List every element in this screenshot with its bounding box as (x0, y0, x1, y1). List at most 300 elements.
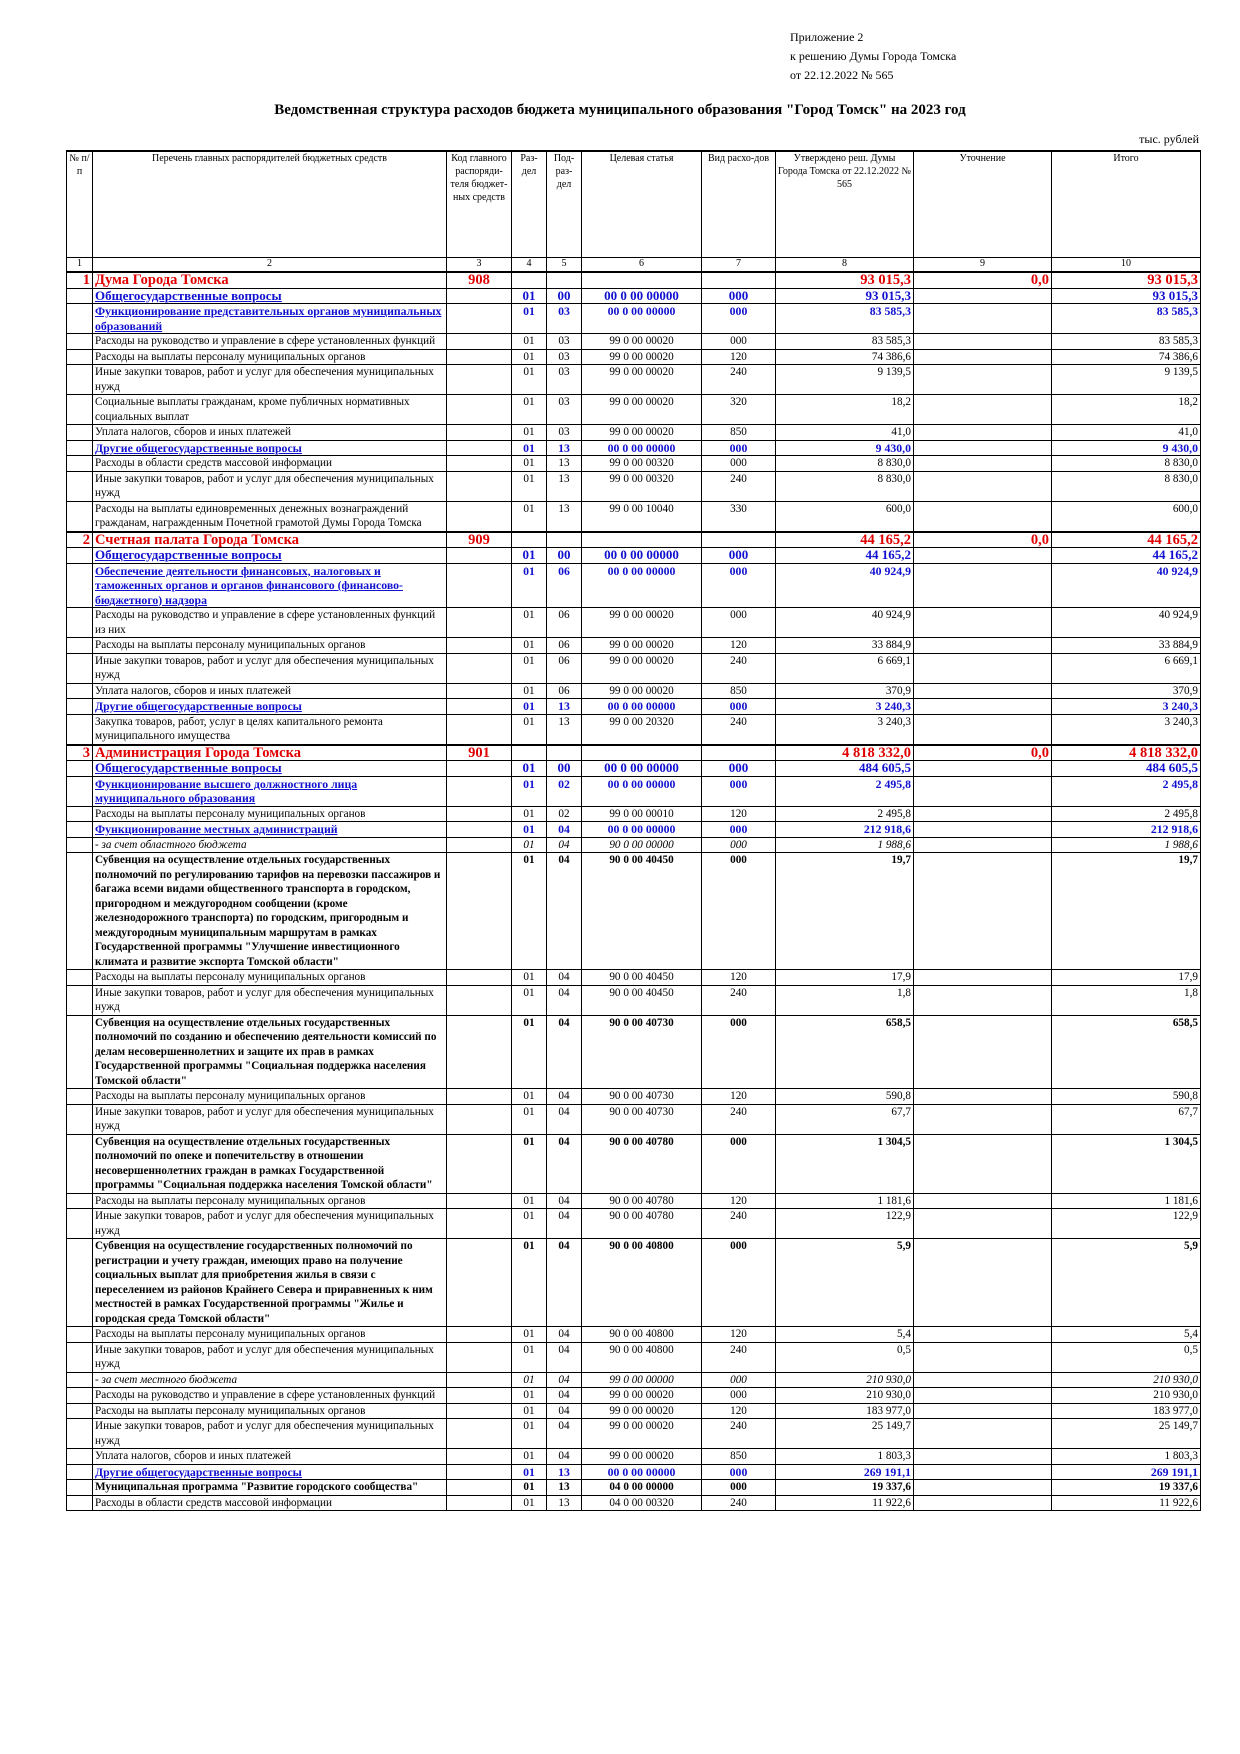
approved-amount-cell: 5,9 (776, 1239, 914, 1327)
admin-code-cell (447, 1388, 512, 1404)
target-article-cell: 90 0 00 40800 (582, 1342, 702, 1372)
approved-amount-cell: 1 304,5 (776, 1134, 914, 1193)
item-name-cell: Расходы на выплаты единовременных денежных вознаграждений гражданам, награжденным Почетной грамотой Думы Города Томска (93, 501, 447, 532)
item-name-cell: Дума Города Томска (93, 272, 447, 288)
section-cell: 01 (512, 1104, 547, 1134)
table-row (67, 1342, 1201, 1372)
expense-type-cell: 000 (702, 288, 776, 304)
admin-code-cell (447, 563, 512, 608)
total-amount-cell: 210 930,0 (1052, 1388, 1201, 1404)
row-number-cell (67, 288, 93, 304)
target-article-cell: 99 0 00 20320 (582, 714, 702, 745)
row-number-cell (67, 334, 93, 350)
subsection-cell: 03 (547, 365, 582, 395)
section-cell: 01 (512, 395, 547, 425)
total-amount-cell: 210 930,0 (1052, 1372, 1201, 1388)
appendix-line-3: от 22.12.2022 № 565 (790, 68, 894, 82)
table-row (67, 761, 1201, 777)
section-cell: 01 (512, 563, 547, 608)
table-row (67, 471, 1201, 501)
item-name-cell: Иные закупки товаров, работ и услуг для обеспечения муниципальных нужд (93, 653, 447, 683)
target-article-cell: 00 0 00 00000 (582, 440, 702, 456)
expense-type-cell: 000 (702, 837, 776, 853)
total-amount-cell: 9 139,5 (1052, 365, 1201, 395)
header-row (67, 151, 1201, 258)
total-amount-cell: 3 240,3 (1052, 699, 1201, 715)
target-article-cell: 99 0 00 00020 (582, 683, 702, 699)
approved-amount-cell: 11 922,6 (776, 1495, 914, 1511)
item-name-cell: Иные закупки товаров, работ и услуг для обеспечения муниципальных нужд (93, 471, 447, 501)
subsection-cell: 04 (547, 853, 582, 970)
item-name-cell: Расходы в области средств массовой информации (93, 456, 447, 472)
total-amount-cell: 33 884,9 (1052, 638, 1201, 654)
item-name-cell: Иные закупки товаров, работ и услуг для обеспечения муниципальных нужд (93, 1342, 447, 1372)
admin-code-cell (447, 1134, 512, 1193)
adjustment-cell (914, 776, 1052, 806)
approved-amount-cell: 40 924,9 (776, 608, 914, 638)
approved-amount-cell: 3 240,3 (776, 714, 914, 745)
adjustment-cell (914, 1449, 1052, 1465)
section-cell: 01 (512, 471, 547, 501)
admin-code-cell: 901 (447, 745, 512, 761)
row-number-cell (67, 1342, 93, 1372)
section-cell: 01 (512, 425, 547, 441)
admin-code-cell (447, 761, 512, 777)
item-name-cell: - за счет местного бюджета (93, 1372, 447, 1388)
item-name-cell: Обеспечение деятельности финансовых, налоговых и таможенных органов и органов финансового (финансово-бюджетного) надзора (93, 563, 447, 608)
expense-type-cell: 120 (702, 1193, 776, 1209)
expense-type-cell: 240 (702, 1342, 776, 1372)
total-amount-cell: 11 922,6 (1052, 1495, 1201, 1511)
expense-type-cell: 000 (702, 440, 776, 456)
row-number-cell (67, 699, 93, 715)
admin-code-cell: 908 (447, 272, 512, 288)
admin-code-cell (447, 714, 512, 745)
item-name-cell: Расходы на выплаты персоналу муниципальных органов (93, 1403, 447, 1419)
section-cell: 01 (512, 1209, 547, 1239)
target-article-cell: 99 0 00 00020 (582, 638, 702, 654)
admin-code-cell (447, 1327, 512, 1343)
approved-amount-cell: 41,0 (776, 425, 914, 441)
target-article-cell: 00 0 00 00000 (582, 776, 702, 806)
table-row (67, 1015, 1201, 1089)
item-name-cell: Уплата налогов, сборов и иных платежей (93, 683, 447, 699)
approved-amount-cell: 44 165,2 (776, 548, 914, 564)
table-row (67, 1464, 1201, 1480)
subsection-cell: 04 (547, 1372, 582, 1388)
table-row (67, 334, 1201, 350)
table-row (67, 365, 1201, 395)
target-article-cell: 90 0 00 40780 (582, 1193, 702, 1209)
admin-code-cell (447, 608, 512, 638)
subsection-cell: 04 (547, 1403, 582, 1419)
item-name-cell: Общегосударственные вопросы (93, 288, 447, 304)
target-article-cell: 00 0 00 00000 (582, 563, 702, 608)
table-row (67, 288, 1201, 304)
item-name-cell: Счетная палата Города Томска (93, 532, 447, 548)
admin-code-cell (447, 970, 512, 986)
expense-type-cell (702, 745, 776, 761)
table-row (67, 1239, 1201, 1327)
adjustment-cell (914, 1239, 1052, 1327)
section-cell: 01 (512, 837, 547, 853)
column-number: 3 (447, 258, 512, 273)
approved-amount-cell: 83 585,3 (776, 334, 914, 350)
table-row (67, 1209, 1201, 1239)
admin-code-cell (447, 1449, 512, 1465)
total-amount-cell: 600,0 (1052, 501, 1201, 532)
document-title: Ведомственная структура расходов бюджета муниципального образования "Город Томск" на 2023 год (274, 102, 966, 118)
row-number-cell (67, 440, 93, 456)
approved-amount-cell: 1 988,6 (776, 837, 914, 853)
subsection-cell: 02 (547, 806, 582, 822)
target-article-cell: 99 0 00 00020 (582, 1388, 702, 1404)
subsection-cell: 04 (547, 837, 582, 853)
admin-code-cell (447, 1403, 512, 1419)
section-cell: 01 (512, 853, 547, 970)
total-amount-cell: 1 304,5 (1052, 1134, 1201, 1193)
table-row (67, 822, 1201, 838)
total-amount-cell: 40 924,9 (1052, 563, 1201, 608)
column-number: 7 (702, 258, 776, 273)
section-cell: 01 (512, 288, 547, 304)
admin-code-cell (447, 1089, 512, 1105)
adjustment-cell (914, 1372, 1052, 1388)
total-amount-cell: 93 015,3 (1052, 272, 1201, 288)
adjustment-cell (914, 608, 1052, 638)
section-cell: 01 (512, 608, 547, 638)
table-row (67, 714, 1201, 745)
section-cell: 01 (512, 714, 547, 745)
section-cell: 01 (512, 1480, 547, 1496)
target-article-cell: 99 0 00 00020 (582, 395, 702, 425)
section-cell: 01 (512, 970, 547, 986)
expense-type-cell: 850 (702, 683, 776, 699)
approved-amount-cell: 25 149,7 (776, 1419, 914, 1449)
admin-code-cell (447, 288, 512, 304)
row-number-cell (67, 608, 93, 638)
target-article-cell: 90 0 00 40730 (582, 1015, 702, 1089)
column-number: 6 (582, 258, 702, 273)
target-article-cell: 90 0 00 40780 (582, 1134, 702, 1193)
subsection-cell: 04 (547, 1342, 582, 1372)
approved-amount-cell: 74 386,6 (776, 349, 914, 365)
approved-amount-cell: 8 830,0 (776, 471, 914, 501)
section-cell: 01 (512, 1327, 547, 1343)
expense-type-cell: 000 (702, 1480, 776, 1496)
admin-code-cell (447, 985, 512, 1015)
section-cell: 01 (512, 334, 547, 350)
admin-code-cell (447, 776, 512, 806)
table-row (67, 699, 1201, 715)
adjustment-cell (914, 1104, 1052, 1134)
approved-amount-cell: 17,9 (776, 970, 914, 986)
admin-code-cell (447, 638, 512, 654)
target-article-cell: 90 0 00 40800 (582, 1239, 702, 1327)
total-amount-cell: 0,5 (1052, 1342, 1201, 1372)
appendix-line-1: Приложение 2 (790, 30, 864, 44)
expense-type-cell: 240 (702, 1104, 776, 1134)
header-cell: Уточнение (914, 151, 1052, 258)
item-name-cell: Иные закупки товаров, работ и услуг для обеспечения муниципальных нужд (93, 1419, 447, 1449)
subsection-cell: 13 (547, 1464, 582, 1480)
subsection-cell: 00 (547, 288, 582, 304)
admin-code-cell (447, 1239, 512, 1327)
approved-amount-cell: 67,7 (776, 1104, 914, 1134)
subsection-cell: 04 (547, 1089, 582, 1105)
approved-amount-cell: 1 181,6 (776, 1193, 914, 1209)
header-cell: № п/п (67, 151, 93, 258)
approved-amount-cell: 83 585,3 (776, 304, 914, 334)
target-article-cell: 99 0 00 00020 (582, 608, 702, 638)
target-article-cell: 99 0 00 00020 (582, 334, 702, 350)
section-cell: 01 (512, 440, 547, 456)
adjustment-cell (914, 822, 1052, 838)
table-row (67, 1104, 1201, 1134)
expense-type-cell: 240 (702, 1209, 776, 1239)
target-article-cell: 99 0 00 00000 (582, 1372, 702, 1388)
approved-amount-cell: 44 165,2 (776, 532, 914, 548)
total-amount-cell: 93 015,3 (1052, 288, 1201, 304)
subsection-cell (547, 532, 582, 548)
approved-amount-cell: 600,0 (776, 501, 914, 532)
subsection-cell: 00 (547, 761, 582, 777)
adjustment-cell (914, 440, 1052, 456)
expense-type-cell: 240 (702, 471, 776, 501)
section-cell: 01 (512, 985, 547, 1015)
target-article-cell: 99 0 00 00020 (582, 653, 702, 683)
subsection-cell: 04 (547, 1388, 582, 1404)
approved-amount-cell: 2 495,8 (776, 776, 914, 806)
section-cell: 01 (512, 699, 547, 715)
row-number-cell (67, 1388, 93, 1404)
row-number-cell (67, 985, 93, 1015)
approved-amount-cell: 4 818 332,0 (776, 745, 914, 761)
admin-code-cell (447, 1104, 512, 1134)
table-row (67, 683, 1201, 699)
table-row (67, 1449, 1201, 1465)
target-article-cell: 90 0 00 40800 (582, 1327, 702, 1343)
table-row (67, 1480, 1201, 1496)
expense-type-cell (702, 272, 776, 288)
item-name-cell: Субвенция на осуществление государственных полномочий по регистрации и учету граждан, имеющих право на получение социальных выплат для приобретения жилья в связи с переселением из районов Крайнего Севера и приравненных к ним местностей в рамках Государственной программы "Жилье и городская среда Томской области" (93, 1239, 447, 1327)
target-article-cell: 99 0 00 00320 (582, 471, 702, 501)
approved-amount-cell: 3 240,3 (776, 699, 914, 715)
total-amount-cell: 1 181,6 (1052, 1193, 1201, 1209)
admin-code-cell (447, 1015, 512, 1089)
admin-code-cell (447, 1372, 512, 1388)
row-number-cell (67, 1495, 93, 1511)
row-number-cell (67, 1403, 93, 1419)
organization-row (67, 745, 1201, 761)
total-amount-cell: 370,9 (1052, 683, 1201, 699)
appendix-note (790, 28, 956, 85)
row-number-cell (67, 822, 93, 838)
admin-code-cell (447, 806, 512, 822)
target-article-cell: 00 0 00 00000 (582, 1464, 702, 1480)
admin-code-cell (447, 837, 512, 853)
expense-type-cell: 000 (702, 699, 776, 715)
approved-amount-cell: 370,9 (776, 683, 914, 699)
expense-type-cell: 320 (702, 395, 776, 425)
total-amount-cell: 5,9 (1052, 1239, 1201, 1327)
row-number-cell (67, 1327, 93, 1343)
admin-code-cell (447, 440, 512, 456)
item-name-cell: Иные закупки товаров, работ и услуг для обеспечения муниципальных нужд (93, 365, 447, 395)
target-article-cell: 90 0 00 40730 (582, 1089, 702, 1105)
adjustment-cell (914, 1342, 1052, 1372)
target-article-cell (582, 745, 702, 761)
adjustment-cell (914, 548, 1052, 564)
target-article-cell: 00 0 00 00000 (582, 822, 702, 838)
item-name-cell: Расходы на выплаты персоналу муниципальных органов (93, 1089, 447, 1105)
total-amount-cell: 269 191,1 (1052, 1464, 1201, 1480)
subsection-cell: 04 (547, 1327, 582, 1343)
subsection-cell: 13 (547, 699, 582, 715)
row-number-cell (67, 365, 93, 395)
row-number-cell (67, 1209, 93, 1239)
total-amount-cell: 1 803,3 (1052, 1449, 1201, 1465)
row-number-cell (67, 714, 93, 745)
approved-amount-cell: 6 669,1 (776, 653, 914, 683)
section-cell: 01 (512, 1495, 547, 1511)
subsection-cell: 02 (547, 776, 582, 806)
adjustment-cell (914, 501, 1052, 532)
adjustment-cell (914, 1403, 1052, 1419)
row-number-cell (67, 1193, 93, 1209)
adjustment-cell (914, 1388, 1052, 1404)
subsection-cell: 06 (547, 608, 582, 638)
expense-type-cell: 000 (702, 563, 776, 608)
item-name-cell: Иные закупки товаров, работ и услуг для обеспечения муниципальных нужд (93, 985, 447, 1015)
section-cell: 01 (512, 365, 547, 395)
subsection-cell (547, 272, 582, 288)
section-cell: 01 (512, 456, 547, 472)
expense-type-cell: 000 (702, 776, 776, 806)
approved-amount-cell: 212 918,6 (776, 822, 914, 838)
row-number-cell (67, 653, 93, 683)
expense-type-cell: 000 (702, 456, 776, 472)
subsection-cell: 06 (547, 683, 582, 699)
column-number-row (67, 258, 1201, 273)
subsection-cell: 13 (547, 1495, 582, 1511)
row-number-cell (67, 1239, 93, 1327)
target-article-cell: 99 0 00 00020 (582, 1419, 702, 1449)
table-row (67, 425, 1201, 441)
adjustment-cell (914, 837, 1052, 853)
section-cell: 01 (512, 1449, 547, 1465)
table-row (67, 1327, 1201, 1343)
adjustment-cell (914, 761, 1052, 777)
expense-type-cell: 120 (702, 1089, 776, 1105)
total-amount-cell: 212 918,6 (1052, 822, 1201, 838)
approved-amount-cell: 269 191,1 (776, 1464, 914, 1480)
total-amount-cell: 74 386,6 (1052, 349, 1201, 365)
subsection-cell: 03 (547, 304, 582, 334)
expense-type-cell: 120 (702, 638, 776, 654)
total-amount-cell: 25 149,7 (1052, 1419, 1201, 1449)
subsection-cell: 04 (547, 1134, 582, 1193)
table-row (67, 440, 1201, 456)
expense-type-cell: 240 (702, 1495, 776, 1511)
section-cell: 01 (512, 638, 547, 654)
adjustment-cell (914, 563, 1052, 608)
adjustment-cell (914, 1134, 1052, 1193)
table-row (67, 1134, 1201, 1193)
header-cell: Утверждено реш. Думы Города Томска от 22.12.2022 № 565 (776, 151, 914, 258)
adjustment-cell (914, 425, 1052, 441)
section-cell: 01 (512, 1403, 547, 1419)
item-name-cell: Расходы на выплаты персоналу муниципальных органов (93, 1327, 447, 1343)
subsection-cell: 04 (547, 1419, 582, 1449)
total-amount-cell: 8 830,0 (1052, 471, 1201, 501)
row-number-cell: 2 (67, 532, 93, 548)
subsection-cell: 13 (547, 501, 582, 532)
subsection-cell: 06 (547, 653, 582, 683)
subsection-cell: 13 (547, 714, 582, 745)
item-name-cell: Субвенция на осуществление отдельных государственных полномочий по созданию и обеспечению деятельности комиссий по делам несовершеннолетних и защите их прав в рамках Государственной программы "Социальная поддержка населения Томской области" (93, 1015, 447, 1089)
section-cell: 01 (512, 1419, 547, 1449)
section-cell: 01 (512, 1388, 547, 1404)
expense-type-cell: 000 (702, 1134, 776, 1193)
approved-amount-cell: 484 605,5 (776, 761, 914, 777)
table-row (67, 806, 1201, 822)
total-amount-cell: 19 337,6 (1052, 1480, 1201, 1496)
adjustment-cell (914, 985, 1052, 1015)
expense-type-cell: 240 (702, 365, 776, 395)
approved-amount-cell: 93 015,3 (776, 288, 914, 304)
column-number: 8 (776, 258, 914, 273)
approved-amount-cell: 183 977,0 (776, 1403, 914, 1419)
section-cell: 01 (512, 776, 547, 806)
section-cell: 01 (512, 501, 547, 532)
expense-type-cell: 120 (702, 349, 776, 365)
row-number-cell (67, 1480, 93, 1496)
row-number-cell (67, 501, 93, 532)
table-row (67, 837, 1201, 853)
subsection-cell: 03 (547, 425, 582, 441)
subsection-cell: 04 (547, 1015, 582, 1089)
target-article-cell: 99 0 00 00020 (582, 1403, 702, 1419)
section-cell: 01 (512, 1089, 547, 1105)
table-row (67, 349, 1201, 365)
item-name-cell: Иные закупки товаров, работ и услуг для обеспечения муниципальных нужд (93, 1104, 447, 1134)
adjustment-cell (914, 699, 1052, 715)
adjustment-cell (914, 1480, 1052, 1496)
adjustment-cell (914, 1464, 1052, 1480)
total-amount-cell: 3 240,3 (1052, 714, 1201, 745)
table-row (67, 1495, 1201, 1511)
total-amount-cell: 5,4 (1052, 1327, 1201, 1343)
total-amount-cell: 1 988,6 (1052, 837, 1201, 853)
total-amount-cell: 590,8 (1052, 1089, 1201, 1105)
approved-amount-cell: 590,8 (776, 1089, 914, 1105)
adjustment-cell (914, 970, 1052, 986)
adjustment-cell (914, 806, 1052, 822)
approved-amount-cell: 1,8 (776, 985, 914, 1015)
adjustment-cell (914, 365, 1052, 395)
target-article-cell: 04 0 00 00000 (582, 1480, 702, 1496)
section-cell: 01 (512, 1372, 547, 1388)
approved-amount-cell: 33 884,9 (776, 638, 914, 654)
target-article-cell: 00 0 00 00000 (582, 288, 702, 304)
admin-code-cell (447, 456, 512, 472)
item-name-cell: Субвенция на осуществление отдельных государственных полномочий по опеке и попечительству в отношении несовершеннолетних граждан в рамках Государственной программы "Социальная поддержка населения Томской области" (93, 1134, 447, 1193)
total-amount-cell: 67,7 (1052, 1104, 1201, 1134)
section-cell: 01 (512, 1134, 547, 1193)
admin-code-cell (447, 822, 512, 838)
subsection-cell: 04 (547, 1209, 582, 1239)
